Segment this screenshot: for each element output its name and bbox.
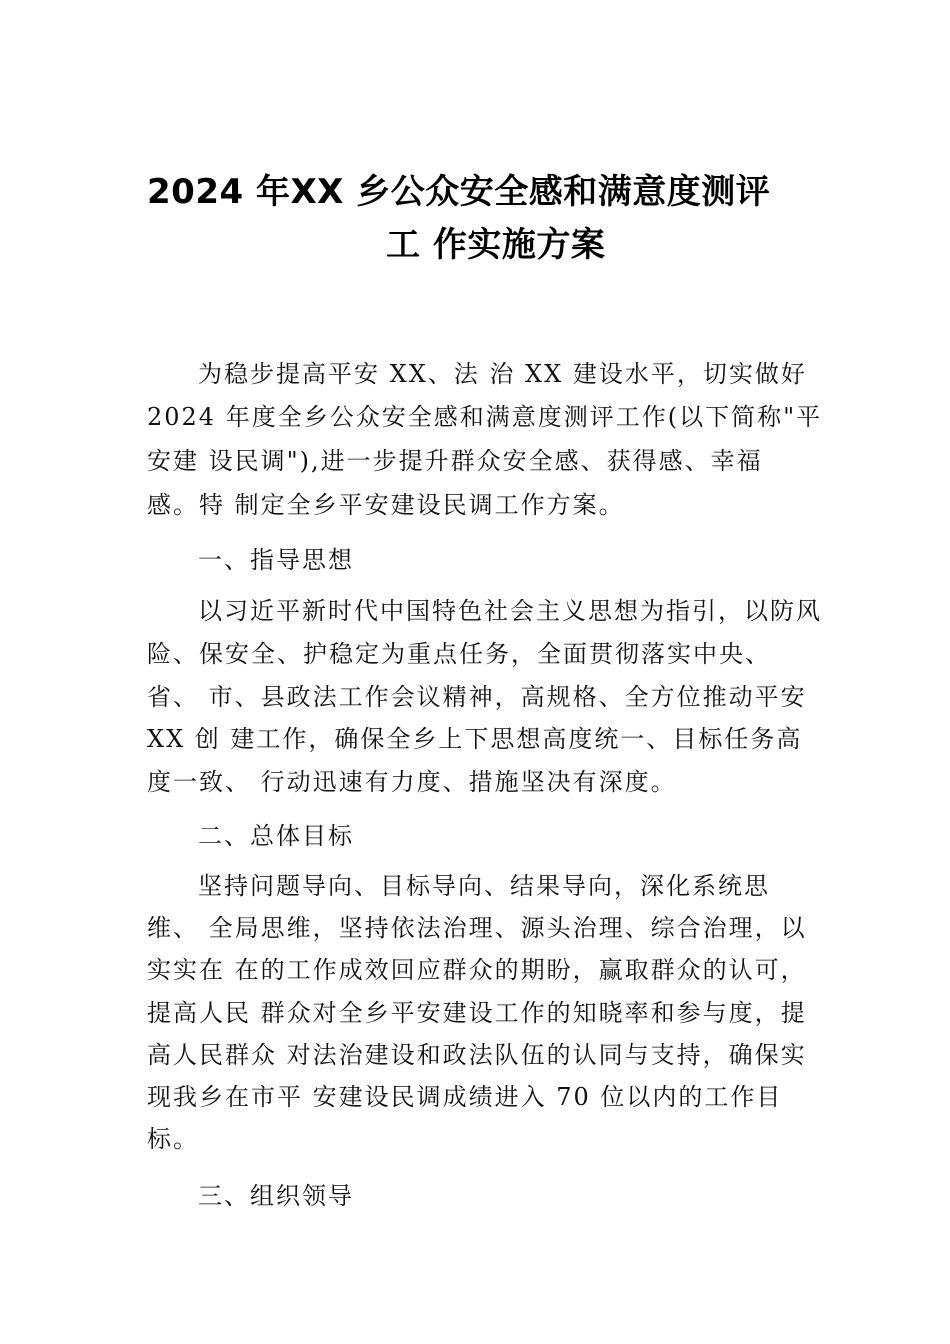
section2-line-2: 维、 全局思维，坚持依法治理、源头治理、综合治理，以 (147, 914, 807, 942)
section1-line-2: 险、保安全、护稳定为重点任务，全面贯彻落实中央、 (147, 640, 771, 668)
intro-line-4: 感。特 制定全乡平安建设民调工作方案。 (147, 491, 625, 519)
section2-line-5: 高人民群众 对法治建设和政法队伍的认同与支持，确保实 (147, 1041, 807, 1069)
section1-line-3: 省、 市、县政法工作会议精神，高规格、全方位推动平安 (147, 683, 807, 711)
document-title-line-1: 2024 年XX 乡公众安全感和满意度测评 (147, 172, 771, 212)
section2-line-3: 实实在 在的工作成效回应群众的期盼，赢取群众的认可， (147, 956, 807, 984)
intro-line-3: 安建 设民调"),进一步提升群众安全感、获得感、幸福 (147, 447, 763, 475)
section1-line-1: 以习近平新时代中国特色社会主义思想为指引，以防风 (198, 597, 822, 625)
section2-line-1: 坚持问题导向、目标导向、结果导向，深化系统思 (198, 872, 770, 900)
document-title-line-2: 工 作实施方案 (386, 225, 606, 265)
section1-line-4: XX 创 建工作，确保全乡上下思想高度统一、目标任务高 (147, 725, 803, 753)
section-heading-organizational-leadership: 三、组织领导 (198, 1182, 354, 1210)
section-heading-guiding-ideology: 一、指导思想 (198, 546, 354, 574)
section-heading-overall-goals: 二、总体目标 (198, 822, 354, 850)
section1-line-5: 度一致、 行动迅速有力度、措施坚决有深度。 (147, 768, 677, 796)
intro-line-1: 为稳步提高平安 XX、法 治 XX 建设水平，切实做好 (198, 360, 807, 388)
intro-line-2: 2024 年度全乡公众安全感和满意度测评工作(以下简称"平 (147, 403, 823, 431)
section2-line-7: 标。 (147, 1125, 199, 1153)
section2-line-6: 现我乡在市平 安建设民调成绩进入 70 位以内的工作目 (147, 1083, 783, 1111)
section2-line-4: 提高人民 群众对全乡平安建设工作的知晓率和参与度，提 (147, 999, 807, 1027)
